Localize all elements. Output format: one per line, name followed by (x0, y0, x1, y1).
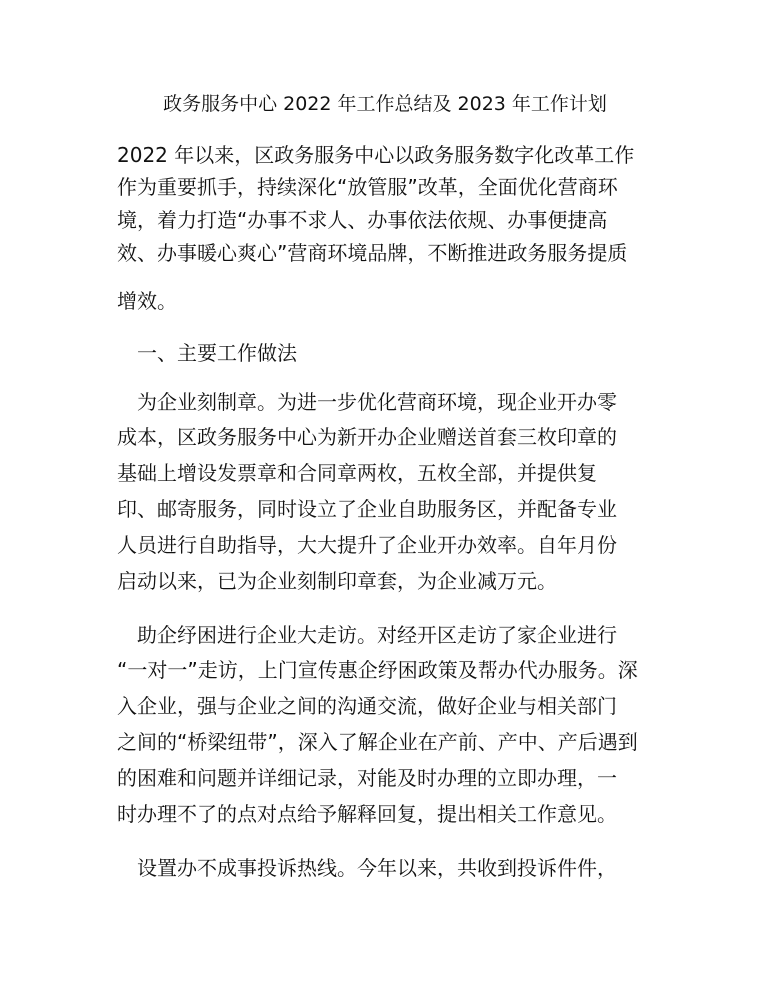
paragraph-2-line-2: 成本，区政务服务中心为新开办企业赠送首套三枚印章的 (117, 425, 617, 449)
paragraph-1-line-2: 作为重要抓手，持续深化“放管服”改革，全面优化营商环 (117, 175, 618, 199)
paragraph-1-line-3: 境，着力打造“办事不求人、办事依法依规、办事便捷高 (117, 208, 608, 232)
paragraph-3-line-1: 助企纾困进行企业大走访。对经开区走访了家企业进行 (137, 623, 617, 647)
paragraph-3-line-5: 的困难和问题并详细记录，对能及时办理的立即办理，一 (117, 766, 617, 790)
paragraph-2-line-1: 为企业刻制章。为进一步优化营商环境，现企业开办零 (137, 390, 617, 414)
section-heading: 一、主要工作做法 (137, 341, 297, 365)
paragraph-1-line-1: 2022 年以来，区政务服务中心以政务服务数字化改革工作 (117, 143, 635, 167)
paragraph-3-line-3: 入企业，强与企业之间的沟通交流，做好企业与相关部门 (117, 694, 617, 718)
paragraph-2-line-6: 启动以来，已为企业刻制印章套，为企业减万元。 (117, 569, 557, 593)
paragraph-3-line-4: 之间的“桥梁纽带”，深入了解企业在产前、产中、产后遇到 (117, 730, 638, 754)
paragraph-3-line-6: 时办理不了的点对点给予解释回复，提出相关工作意见。 (117, 802, 617, 826)
document-title: 政务服务中心 2022 年工作总结及 2023 年工作计划 (163, 93, 607, 115)
paragraph-1-line-5: 增效。 (117, 289, 177, 313)
paragraph-2-line-4: 印、邮寄服务，同时设立了企业自助服务区，并配备专业 (117, 497, 617, 521)
paragraph-1-line-4: 效、办事暖心爽心”营商环境品牌，不断推进政务服务提质 (117, 241, 628, 265)
paragraph-4-line-1: 设置办不成事投诉热线。今年以来，共收到投诉件件， (137, 856, 617, 880)
paragraph-2-line-3: 基础上增设发票章和合同章两枚，五枚全部，并提供复 (117, 461, 597, 485)
paragraph-2-line-5: 人员进行自助指导，大大提升了企业开办效率。自年月份 (117, 533, 617, 557)
paragraph-3-line-2: “一对一”走访，上门宣传惠企纾困政策及帮办代办服务。深 (117, 658, 638, 682)
